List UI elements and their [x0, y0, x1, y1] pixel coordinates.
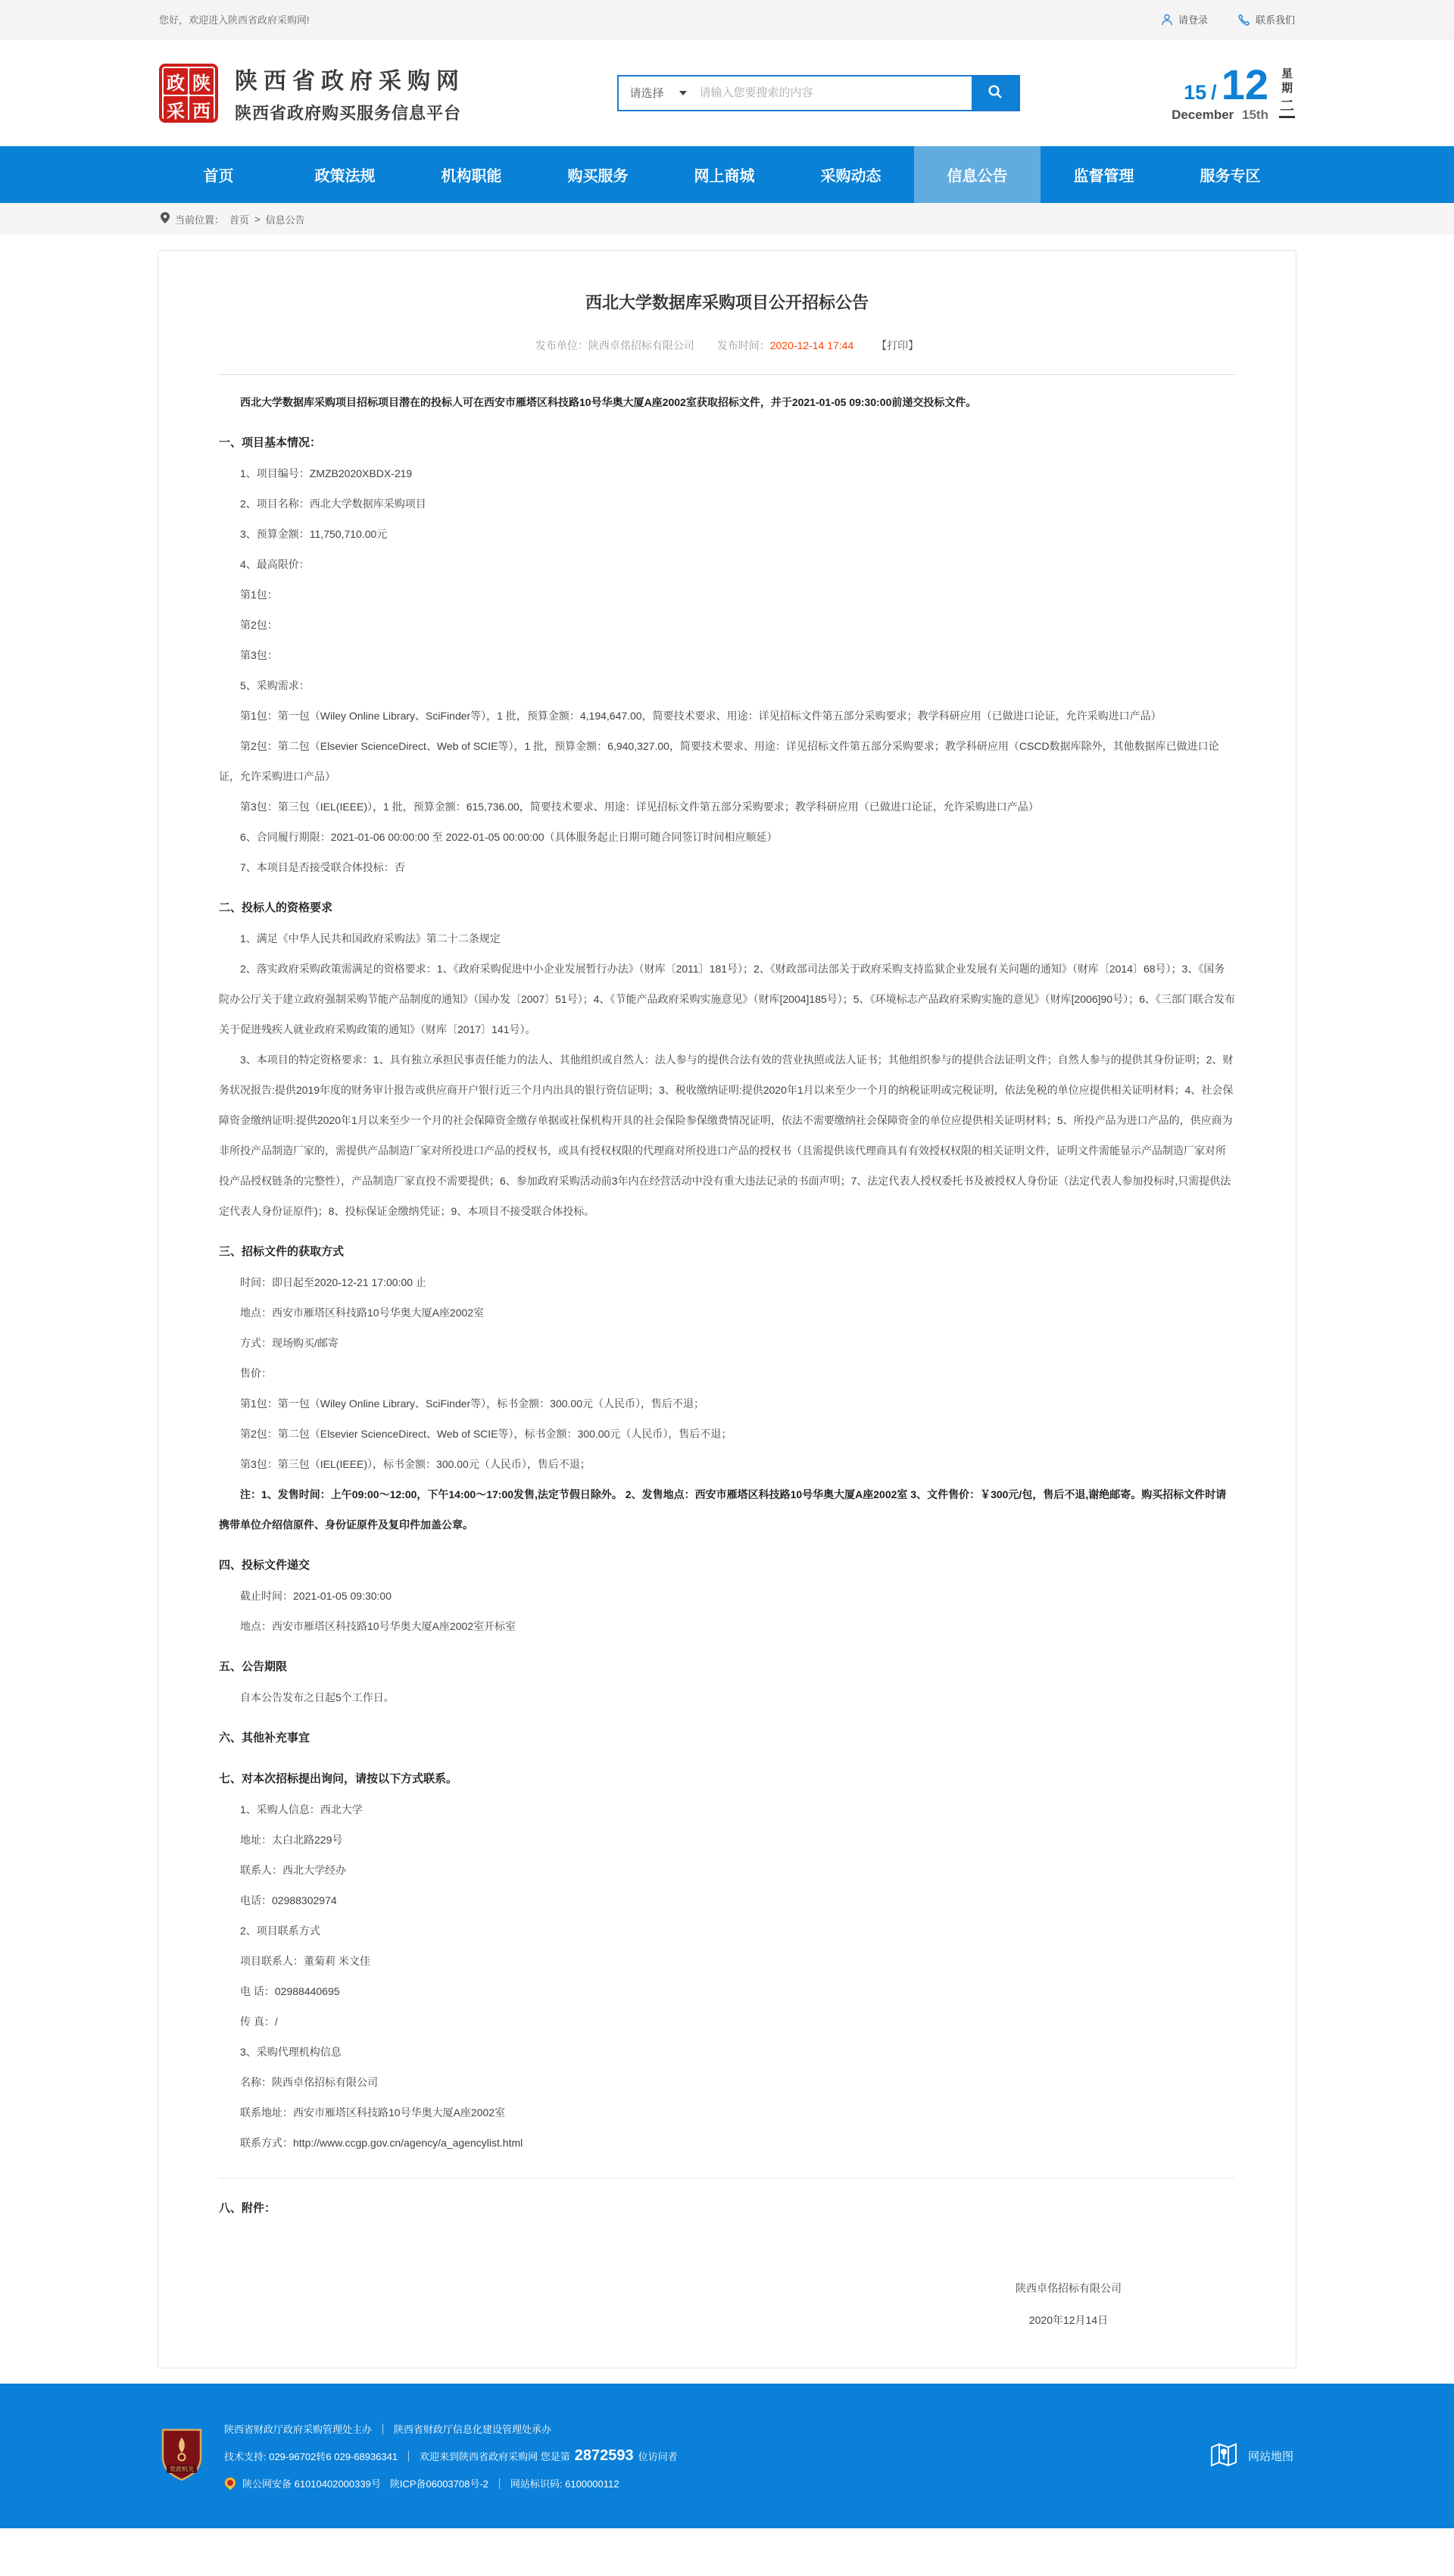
- article-paragraph: 第1包：第一包（Wiley Online Library、SciFinder等），标书金额：300.00元（人民币），售后不退；: [240, 1397, 704, 1410]
- date-weekday: 星期 二: [1279, 67, 1295, 118]
- nav-item-1[interactable]: 政策法规: [314, 168, 376, 185]
- footer-separator: [499, 2478, 500, 2489]
- print-button[interactable]: 【打印】: [876, 339, 919, 351]
- main-nav: [0, 146, 1454, 203]
- breadcrumb-label: 当前位置：: [175, 214, 225, 226]
- publisher-name: 陕西卓佲招标有限公司: [588, 339, 694, 351]
- signature-date: 2020年12月14日: [1028, 2314, 1109, 2326]
- main-content: [0, 235, 1454, 2368]
- article-paragraph: 传 真：/: [240, 2016, 278, 2028]
- publisher-label: 发布单位：: [535, 339, 588, 351]
- government-emblem: [161, 2427, 203, 2485]
- footer-host: 陕西省财政厅政府采购管理处主办: [224, 2424, 373, 2435]
- article-paragraph: 联系地址：西安市雁塔区科技路10号华奥大厦A座2002室: [240, 2106, 506, 2119]
- phone-icon: [1238, 14, 1250, 26]
- breadcrumb-sep: >: [254, 213, 261, 225]
- topbar-actions: [1161, 12, 1295, 27]
- site-code: 网站标识码: 6100000112: [510, 2478, 619, 2490]
- date-widget: [1172, 60, 1295, 123]
- nav-item-4[interactable]: 网上商城: [694, 168, 755, 185]
- article-paragraph: 第3包：第三包（IEL(IEEE)），1 批，预算金额：615,736.00，简要技术要求、用途：详见招标文件第五部分采购要求；教学科研应用（已做进口论证，允许采购进口产品）: [240, 801, 1039, 813]
- nav-item-0[interactable]: 首页: [203, 168, 234, 185]
- map-icon: [1209, 2440, 1239, 2473]
- breadcrumb: [0, 203, 1454, 235]
- page-title: 西北大学数据库采购项目公开招标公告: [585, 293, 869, 312]
- article-paragraph: 地点：西安市雁塔区科技路10号华奥大厦A座2002室开标室: [240, 1620, 516, 1632]
- article-paragraph: 7、本项目是否接受联合体投标：否: [240, 861, 405, 873]
- article-paragraph: 地址：太白北路229号: [240, 1834, 343, 1846]
- article-paragraph: 电话：02988302974: [240, 1894, 337, 1906]
- article-paragraph: 6、合同履行期限：2021-01-06 00:00:00 至 2022-01-05 00:00:00（具体服务起止日期可随合同签订时间相应顺延）: [240, 831, 778, 843]
- article-paragraph: 1、项目编号：ZMZB2020XBDX-219: [240, 467, 413, 479]
- date-day-ordinal: 15th: [1242, 107, 1268, 122]
- nav-item-5[interactable]: 采购动态: [820, 168, 881, 185]
- section-heading: 四、投标文件递交: [219, 1559, 310, 1572]
- sitemap-link[interactable]: 网站地图: [1209, 2440, 1293, 2473]
- article-paragraph: 联系方式：http://www.ccgp.gov.cn/agency/a_agencylist.html: [240, 2137, 523, 2149]
- article-paragraph: 5、采购需求：: [240, 679, 310, 692]
- beian-icp[interactable]: 陕ICP备06003708号-2: [389, 2478, 488, 2490]
- visitor-count: 2872593: [574, 2447, 634, 2464]
- nav-item-6[interactable]: 信息公告: [914, 146, 1041, 203]
- login-link[interactable]: 请登录: [1161, 12, 1208, 27]
- search-category-select[interactable]: 请选择: [619, 85, 698, 101]
- visitor-prefix: 欢迎来到陕西省政府采购网 您是第: [420, 2451, 570, 2462]
- article-paragraph: 2、项目名称：西北大学数据库采购项目: [240, 498, 426, 510]
- footer-support: 技术支持: 029-96702转6 029-68936341: [224, 2451, 398, 2462]
- nav-item-8[interactable]: 服务专区: [1200, 168, 1261, 185]
- article-paragraph: 第1包：第一包（Wiley Online Library、SciFinder等），1 批，预算金额：4,194,647.00，简要技术要求、用途：详见招标文件第五部分采购要求；教学科研应用（已做进口论证，允许采购进口产品）: [240, 710, 1162, 722]
- nav-item-7[interactable]: 监督管理: [1073, 168, 1134, 185]
- article-paragraph: 3、预算金额：11,750,710.00元: [240, 528, 388, 540]
- attachment-heading: 八、附件：: [219, 2202, 276, 2215]
- article-paragraph: 方式：现场购买/邮寄: [240, 1337, 339, 1349]
- article-paragraph: 项目联系人：董菊莉 米文佳: [240, 1955, 370, 1967]
- article-paragraph: 第2包：第二包（Elsevier ScienceDirect、Web of SCIE等），1 批，预算金额：6,940,327.00，简要技术要求、用途：详见招标文件第五部分采购要求；教学科研应用（CSCD数据库除外，其他数据库已做进口论证，允许采购进口产品）: [219, 740, 1219, 782]
- user-icon: [1161, 14, 1173, 26]
- section-heading: 三、招标文件的获取方式: [219, 1245, 345, 1258]
- breadcrumb-home[interactable]: 首页: [229, 214, 250, 226]
- article-paragraph: 自本公告发布之日起5个工作日。: [240, 1691, 395, 1703]
- article-meta: [219, 338, 1235, 353]
- site-title: 陕西省政府采购网: [235, 68, 465, 94]
- article-paragraph: 时间：即日起至2020-12-21 17:00:00 止: [240, 1276, 426, 1288]
- article-paragraph: 2、项目联系方式: [240, 1925, 320, 1937]
- site-subtitle: 陕西省政府购买服务信息平台: [235, 103, 462, 123]
- date-day: 15: [1184, 80, 1207, 104]
- article-paragraph: 1、采购人信息：西北大学: [240, 1803, 363, 1816]
- visitor-suffix: 位访问者: [638, 2451, 678, 2462]
- article-paragraph: 地点：西安市雁塔区科技路10号华奥大厦A座2002室: [240, 1307, 485, 1319]
- chevron-down-icon: [679, 91, 687, 95]
- site-header: [0, 39, 1454, 146]
- search-icon: [987, 83, 1003, 102]
- article-paragraph: 名称：陕西卓佲招标有限公司: [240, 2076, 378, 2088]
- topbar: [0, 0, 1454, 39]
- article-body: [219, 387, 1235, 2158]
- article-paragraph: 3、本项目的特定资格要求：1、具有独立承担民事责任能力的法人、其他组织或自然人：法人参与的提供合法有效的营业执照或法人证书；其他组织参与的提供合法证明文件；自然人参与的提供其身份证明；2、财务状况报告:提供2019年度的财务审计报告或供应商开户银行近三个月内出具的银行资信证明；3、税收缴纳证明:提供2020年1月以来至少一个月的纳税证明或完税证明，依法免税的单位应提供相关证明材料；4、社会保障资金缴纳证明:提供2020年1月以来至少一个月的社会保障资金缴存单据或社保机构开具的社会保险参保缴费情况证明，依法不需要缴纳社会保障资金的单位应提供相关证明材料；5、所投产品为进口产品的，供应商为非所投产品制造厂家的，需提供产品制造厂家对所投进口产品的授权书，或具有授权权限的代理商对所投进口产品的授权书（且需提供该代理商具有有效授权权限的相关证明文件，证明文件需能显示产品制造厂家对所投产品授权链条的完整性），产品制造厂家直投不需要提供；6、参加政府采购活动前3年内在经营活动中没有重大违法记录的书面声明；7、法定代表人授权委托书及被授权人身份证（法定代表人参加投标时,只需提供法定代表人身份证原件)；8、投标保证金缴纳凭证；9、本项目不接受联合体投标。: [219, 1054, 1234, 1217]
- emblem-label: 党政机关: [170, 2465, 194, 2473]
- article-paragraph: 电 话：02988440695: [240, 1985, 340, 1997]
- site-footer: [0, 2384, 1454, 2528]
- article-paragraph: 第1包：: [240, 589, 278, 601]
- date-numbers: 15 / 12 December 15th: [1172, 60, 1268, 122]
- section-heading: 一、项目基本情况：: [219, 436, 322, 449]
- contact-link[interactable]: 联系我们: [1238, 12, 1295, 27]
- article-paragraph: 第3包：: [240, 649, 278, 661]
- police-badge-icon: [224, 2477, 236, 2490]
- footer-separator: [408, 2451, 409, 2462]
- footer-text: [224, 2421, 678, 2490]
- site-titles: [235, 62, 465, 124]
- nav-item-3[interactable]: 购买服务: [567, 168, 629, 185]
- footer-separator: [382, 2424, 383, 2434]
- article-paragraph: 第3包：第三包（IEL(IEEE)），标书金额：300.00元（人民币），售后不退；: [240, 1458, 591, 1470]
- section-heading: 五、公告期限: [219, 1660, 288, 1673]
- brand[interactable]: [159, 62, 465, 124]
- date-month-en: December: [1172, 107, 1234, 122]
- location-pin-icon: [161, 212, 170, 226]
- article-paragraph: 注：1、发售时间：上午09:00～12:00，下午14:00～17:00发售,法定节假日除外。 2、发售地点：西安市雁塔区科技路10号华奥大厦A座2002室 3、文件售价：￥300元/包，售后不退,谢绝邮寄。购买招标文件时请携带单位介绍信原件、身份证原件及复印件加盖公章。: [219, 1488, 1227, 1531]
- article-paragraph: 截止时间：2021-01-05 09:30:00: [240, 1590, 392, 1602]
- article-paragraph: 1、满足《中华人民共和国政府采购法》第二十二条规定: [240, 932, 501, 945]
- article-paragraph: 联系人：西北大学经办: [240, 1864, 346, 1876]
- signature-block: [219, 2272, 1235, 2336]
- nav-item-2[interactable]: 机构职能: [441, 168, 502, 185]
- announcement-card: [158, 250, 1296, 2368]
- footer-cohost: 陕西省财政厅信息化建设管理处承办: [394, 2424, 552, 2435]
- article-paragraph: 第2包：第二包（Elsevier ScienceDirect、Web of SCIE等），标书金额：300.00元（人民币），售后不退；: [240, 1428, 732, 1440]
- article-paragraph: 2、落实政府采购政策需满足的资格要求：1、《政府采购促进中小企业发展暂行办法》（财库〔2011〕181号）；2、《财政部司法部关于政府采购支持监狱企业发展有关问题的通知》（财库〔2014〕68号）；3、《国务院办公厅关于建立政府强制采购节能产品制度的通知》（国办发〔2007〕51号）；4、《节能产品政府采购实施意见》（财库[2004]185号）；5、《环境标志产品政府采购实施的意见》（财库[2006]90号）；6、《三部门联合发布关于促进残疾人就业政府采购政策的通知》（财库〔2017〕141号）。: [219, 963, 1235, 1035]
- meta-divider: [219, 374, 1235, 375]
- breadcrumb-current: 信息公告: [265, 214, 305, 226]
- article-paragraph: 西北大学数据库采购项目招标项目潜在的投标人可在西安市雁塔区科技路10号华奥大厦A座2002室获取招标文件，并于2021-01-05 09:30:00前递交投标文件。: [240, 396, 977, 408]
- site-logo: 政 陕 采 西: [159, 64, 218, 123]
- publish-time-label: 发布时间：: [716, 339, 770, 351]
- section-heading: 七、对本次招标提出询问，请按以下方式联系。: [219, 1772, 458, 1785]
- article-paragraph: 3、采购代理机构信息: [240, 2046, 342, 2058]
- section-heading: 六、其他补充事宜: [219, 1731, 310, 1744]
- article-paragraph: 4、最高限价：: [240, 558, 310, 570]
- signature-company: 陕西卓佲招标有限公司: [1016, 2282, 1122, 2294]
- date-month: 12: [1221, 60, 1268, 108]
- search-input[interactable]: [698, 86, 972, 100]
- search-button[interactable]: [972, 76, 1019, 110]
- welcome-text: 您好，欢迎进入陕西省政府采购网!: [159, 14, 310, 26]
- article-paragraph: 第2包：: [240, 619, 278, 631]
- search-box: [617, 75, 1020, 111]
- publish-time: 2020-12-14 17:44: [769, 339, 854, 351]
- article-paragraph: 售价：: [240, 1367, 272, 1379]
- beian-police[interactable]: 陕公网安备 61010402000339号: [242, 2478, 381, 2490]
- section-heading: 二、投标人的资格要求: [219, 901, 333, 914]
